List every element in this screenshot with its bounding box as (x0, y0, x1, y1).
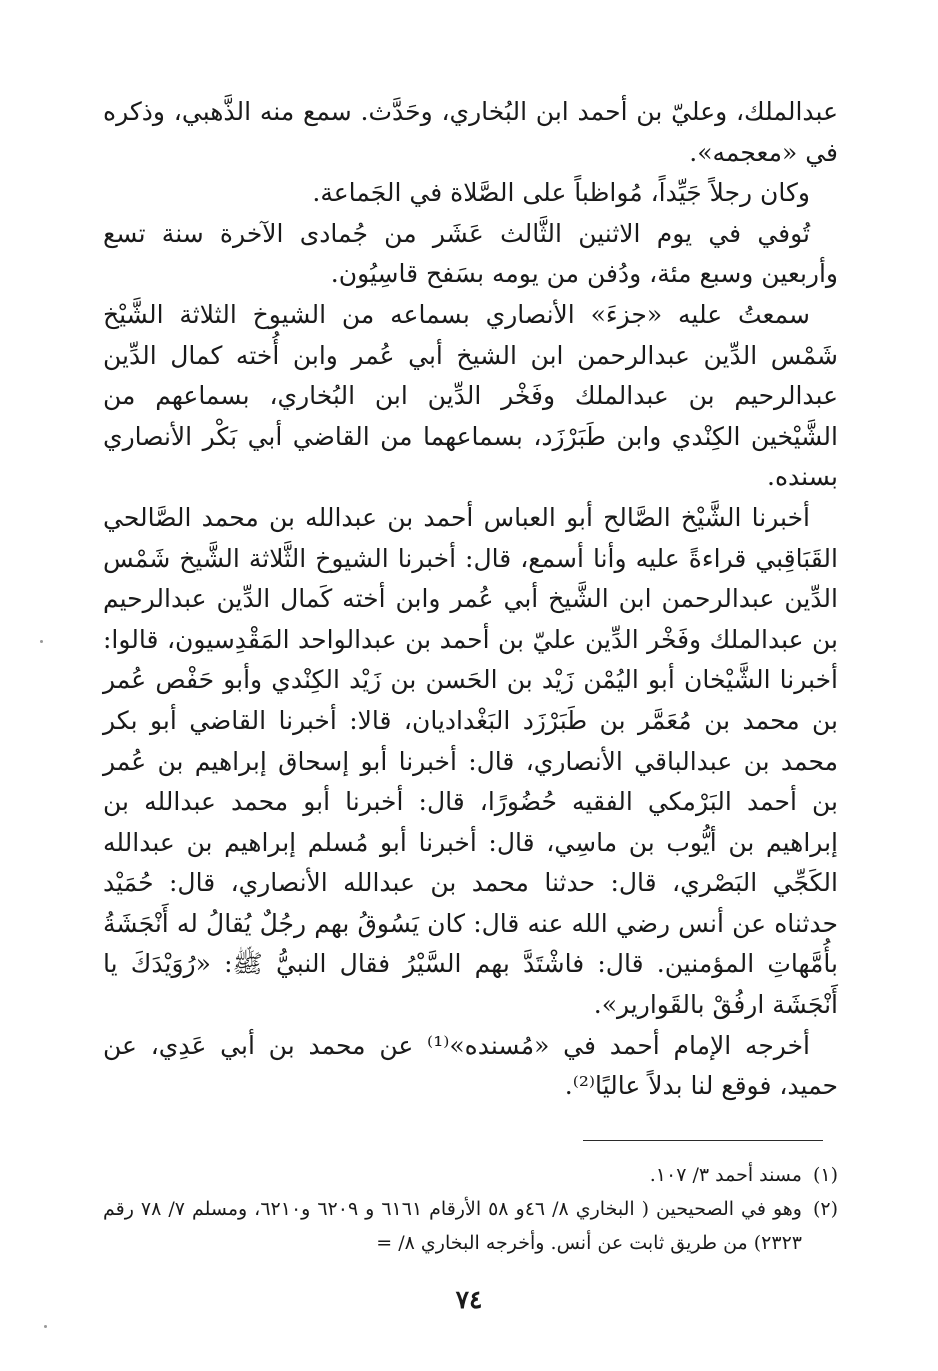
scan-speck (44, 1325, 47, 1328)
footnote-number: (٢) (812, 1198, 838, 1220)
paragraph: وكان رجلاً جَيِّداً، مُواظباً على الصَّلاة في الجَماعة. (312, 178, 810, 208)
paragraph: أخرجه الإمام أحمد في «مُسنده»⁽¹⁾ عن محمد بن أبي عَدِي، عن حميد، فوقع لنا بدلاً عاليًا⁽²⁾. (103, 1030, 838, 1101)
paragraph: سمعتُ عليه «جزءَ» الأنصاري بسماعه من الشيوخ الثلاثة الشَّيْخ شَمْس الدِّين عبدالرحمن ابن الشيخ أبي عُمر وابن أُخته كمال الدِّين عبدالرحيم بن عبدالملك وفَخْر الدِّين ابن البُخاري، بسماعهم من الشَّيْخين الكِنْدي وابن طَبَرْزَد، بسماعهما من القاضي أبي بَكْر الأنصاري بسنده. (103, 299, 838, 492)
footnotes (103, 1158, 838, 1260)
footnote-text: وهو في الصحيحين ( البخاري ٨/ ٤٦و ٥٨ الأرقام ٦١٦١ و ٦٢٠٩ و٦٢١٠، ومسلم ٧/ ٧٨ رقم ٢٣٢٣) من طريق ثابت عن أنس. وأخرجه البخاري ٨/ = (103, 1198, 802, 1254)
page-number: ٧٤ (455, 1285, 483, 1314)
paragraph: تُوفي في يوم الاثنين الثَّالث عَشَر من جُمادى الآخرة سنة تسع وأربعين وسبع مئة، ودُفن من يومه بسَفح قاسِيُون. (103, 218, 838, 289)
footnote (103, 1158, 838, 1192)
footnote-number: (١) (812, 1164, 838, 1186)
footnote (103, 1192, 838, 1260)
paragraph: أخبرنا الشَّيْخ الصَّالح أبو العباس أحمد بن عبدالله بن محمد الصَّالحي القَبَاقِبي قراءةً عليه وأنا أسمع، قال: أخبرنا الشيوخ الثَّلاثة الشَّيخ شَمْس الدِّين عبدالرحمن ابن الشَّيخ أبي عُمر وابن أخته كَمال الدِّين عبدالرحيم بن عبدالملك وفَخْر الدِّين عليّ بن أحمد بن عبدالواحد المَقْدِسيون، قالوا: أخبرنا الشَّيْخان أبو اليُمْن زَيْد بن الحَسن بن زَيْد الكِنْدي وأبو حَفْص عُمر بن محمد بن مُعَمَّر بن طَبَرْزَد البَغْداديان، قالا: أخبرنا القاضي أبو بكر محمد بن عبدالباقي الأنصاري، قال: أخبرنا أبو إسحاق إبراهيم بن عُمر بن أحمد البَرْمكي الفقيه حُضُورًا، قال: أخبرنا أبو محمد عبدالله بن إبراهيم بن أيُّوب بن ماسِي، قال: أخبرنا أبو مُسلم إبراهيم بن عبدالله الكَجِّي البَصْري، قال: حدثنا محمد بن عبدالله الأنصاري، قال: حُمَيْد حدثناه عن أنس رضي الله عنه قال: كان يَسُوقُ بهم رجُلٌ يُقالُ له أَنْجَشَةُ بأُمَّهاتِ المؤمنين. قال: فاشْتَدَّ بهم السَّيْرُ فقال النبيُّ ﷺ: «رُوَيْدَكَ يا أَنْجَشَة ارفُقْ بالقَوارير». (103, 502, 838, 1020)
main-text (103, 92, 838, 1107)
footnote-divider (583, 1140, 823, 1141)
paragraph-continuation: عبدالملك، وعليّ بن أحمد ابن البُخاري، وحَدَّث. سمع منه الذَّهبي، وذكره في «معجمه». (103, 97, 838, 167)
footnote-text: مسند أحمد ٣/ ١٠٧. (649, 1164, 802, 1186)
scan-speck (40, 640, 43, 643)
